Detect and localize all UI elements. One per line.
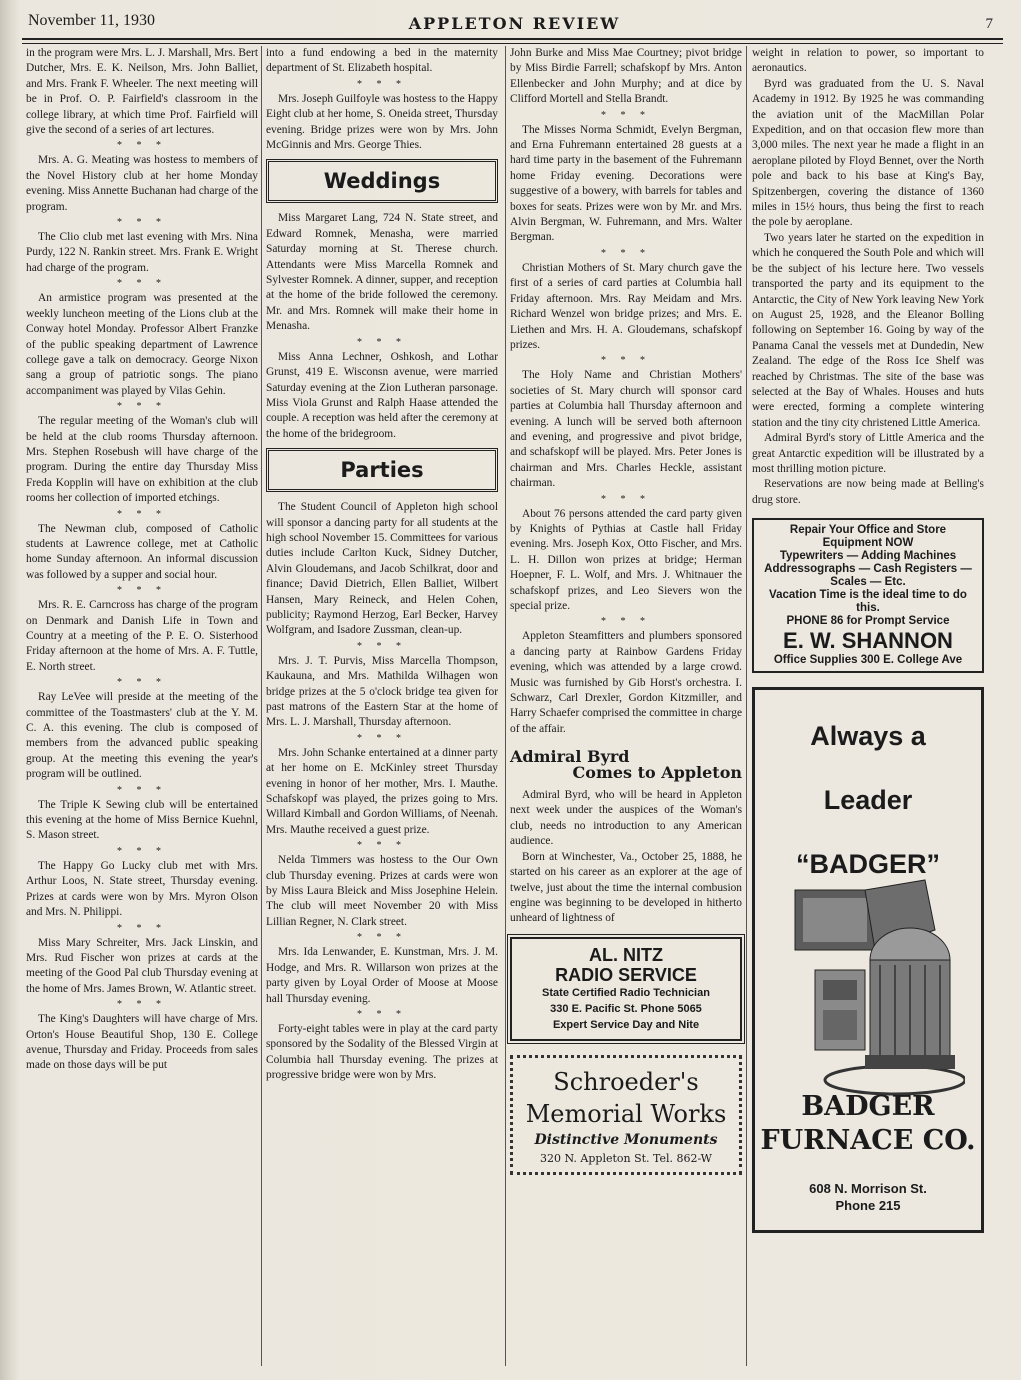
ad-schroeder-tagline: Distinctive Monuments xyxy=(534,1131,718,1148)
ad-shannon-address: Office Supplies 300 E. College Ave xyxy=(773,654,963,667)
separator-stars: * * * xyxy=(357,840,407,852)
ad-badger-company-line: BADGER xyxy=(801,1091,935,1123)
ad-badger-furnace xyxy=(752,687,984,1233)
ad-badger-company xyxy=(755,1090,981,1158)
section-heading-parties: Parties xyxy=(266,448,498,492)
article-paragraph: Mrs. J. T. Purvis, Miss Marcella Thompson, Kaukauna, and Mrs. Mathilda Wilhagen won bridge prizes at the 5 o'clock bridge tea given for past matrons of the Eastern Star at the home of Mrs. L. J. Marshall, Thursday afternoon. xyxy=(266,654,498,729)
ad-shannon-line: Vacation Time is the ideal time to do this. xyxy=(769,589,967,615)
ad-nitz-address: 330 E. Pacific St. Phone 5065 xyxy=(550,1002,702,1015)
separator-stars: * * * xyxy=(117,508,167,520)
article-paragraph: The Misses Norma Schmidt, Evelyn Bergman, and Erna Fuhremann entertained 28 guests at a hard time party in the basement of the Fuhremann home Friday evening. Decorations were suggestive of a bowery, with barrels for tables and boxes for seats. Prizes were won by Mr. and Mrs. Alvin Bergman, W. Fuhremann, and Mrs. Walter Bergman. xyxy=(510,123,742,244)
article-paragraph: Two years later he started on the expedition in which he conquered the South Pole and which will be the subject of his lecture here. Two vessels transported the party and its equipment to the Antarctic, the City of New York leaving New York on August 25, 1928, and the Eleanor Bolling following on September 16. Going by way of the Panama Canal the vessels met at Dundedin, New Zealand. The edge of the Ross Ice Shelf was reached by Christmas. The site of the base was selected at the Bay of Whales. Houses and huts were erected, forming a complete wintering station and the tiny city christened Little America. xyxy=(752,231,984,429)
article-paragraph: Admiral Byrd's story of Little America and the great Antarctic expedition will be illustrated by a most thrilling motion picture. xyxy=(752,432,984,475)
article-paragraph: The Holy Name and Christian Mothers' societies of St. Mary church will sponsor card parties at Columbia hall Thursday afternoon and evening. A lunch will be served both afternoon and evening, and progressive and pivot bridge, and schafskopf will be played. Mrs. Peter Jones is chairman and Mrs. Charles Heckle, assistant chairman. xyxy=(510,369,742,490)
separator-stars: * * * xyxy=(117,999,167,1011)
ad-nitz-name: AL. NITZ xyxy=(589,944,663,965)
separator-stars: * * * xyxy=(117,140,167,152)
ad-badger-company-line: FURNACE CO. xyxy=(760,1125,976,1157)
separator-stars: * * * xyxy=(117,401,167,413)
article-paragraph: The Happy Go Lucky club met with Mrs. Arthur Loos, N. State street, Thursday evening. Prizes at cards were won by Mrs. Myron Olson and Mrs. N. Philippi. xyxy=(26,859,258,919)
separator-stars: * * * xyxy=(357,932,407,944)
ad-shannon-line: Typewriters — Adding Machines xyxy=(779,550,957,563)
article-paragraph: The Clio club met last evening with Mrs. Nina Purdy, 122 N. Rankin street. Mrs. Frank E. Wright had charge of the program. xyxy=(26,231,258,274)
article-paragraph: An armistice program was presented at the weekly luncheon meeting of the Lions club at the Conway hotel Monday. Professor Albert Franzke of the public speaking department of Lawrence college gave a talk on democracy. George Nixon sang a group of patriotic songs. The piano accompaniment was played by Vilas Gehin. xyxy=(26,292,258,397)
column-divider xyxy=(505,46,506,1366)
separator-stars: * * * xyxy=(601,247,651,259)
article-paragraph: Mrs. John Schanke entertained at a dinner party at her home on E. McKinley street Thursday evening in honor of her mother, Mrs. I. Mauthe. Schafskopf was played, the prizes going to Mrs. Willard Kimball and Gordon Williams, of Neenah. Mrs. Mauthe received a guest prize. xyxy=(266,746,498,836)
separator-stars: * * * xyxy=(601,109,651,121)
separator-stars: * * * xyxy=(117,217,167,229)
ad-shannon-phone: PHONE 86 for Prompt Service xyxy=(786,615,950,628)
ad-schroeder-memorial xyxy=(510,1055,742,1175)
article-paragraph: The Triple K Sewing club will be entertained this evening at the home of Miss Bernice Kuehnl, S. Mason street. xyxy=(26,798,258,842)
ad-shannon-line: Addressographs — Cash Registers — Scales — Etc. xyxy=(764,563,972,589)
byrd-headline-line2: Comes to Appleton xyxy=(572,762,742,782)
article-paragraph: Forty-eight tables were in play at the card party sponsored by the Sodality of the Blessed Virgin at Columbia hall Thursday evening. The prizes at progressive bridge were won by Mrs. xyxy=(266,1022,498,1082)
article-paragraph: Mrs. Joseph Guilfoyle was hostess to the Happy Eight club at her home, S. Oneida street, Thursday evening. Bridge prizes were won by Mrs. John McGinnis and Mrs. George Thies. xyxy=(266,92,498,152)
byrd-headline-line1: Admiral Byrd xyxy=(510,747,630,767)
article-paragraph: The King's Daughters will have charge of Mrs. Orton's House Beautiful Shop, 130 E. College avenue, Thursday and Friday. Proceeds from sales made on those days will be put xyxy=(26,1013,258,1072)
section-heading-weddings: Weddings xyxy=(266,159,498,203)
column-divider xyxy=(261,46,262,1366)
column-3 xyxy=(510,46,742,1175)
separator-stars: * * * xyxy=(117,922,167,934)
ad-badger-headline: “BADGER” xyxy=(795,849,940,880)
ad-badger-street: 608 N. Morrison St. xyxy=(809,1181,927,1197)
article-paragraph: Byrd was graduated from the U. S. Naval Academy in 1912. By 1925 he was commanding the aviation unit of the MacMillan Polar Expedition, and on that occasion flew more than 3,000 miles. The next year he made a flight in an aeroplane piloted by Floyd Bennet, over the North pole and back to his base at King's Bay, Spitzenbergen, covering the distance of 1360 miles in 15½ hours, thus being the first to reach the pole by aeroplane. xyxy=(752,77,984,229)
article-paragraph: The Student Council of Appleton high school will sponsor a dancing party for all students at the high school November 15. Committees for various duties include Carlton Kuck, Sidney Dutcher, Alvin Gloudemans, and Jacob Schilkrat, door and finance; David Dietrich, Ellen Balliet, Wilbert Hansen, Mary Reineck, and Helen Cohen, publicity; Raymond Herzog, Earl Becker, Harvey Wolfgram, and Isadore Zussman, clean-up. xyxy=(266,501,498,637)
column-1 xyxy=(26,46,258,1074)
article-paragraph: John Burke and Miss Mae Courtney; pivot bridge by Miss Birdie Farrell; schafskopf by Mrs. Anton Ellenbecker and John Murphy; and at dice by Clifford Mortell and Stella Brandt. xyxy=(510,47,742,106)
article-paragraph: Reservations are now being made at Belling's drug store. xyxy=(752,478,984,506)
article-paragraph: Mrs. Ida Lenwander, E. Kunstman, Mrs. J. M. Hodge, and Mrs. R. Willarson won prizes at the party given by Loyal Order of Moose at Moose hall Thursday evening. xyxy=(266,946,498,1005)
furnace-illustration-icon xyxy=(775,870,965,1100)
column-4 xyxy=(752,46,984,1233)
separator-stars: * * * xyxy=(117,677,167,689)
article-paragraph: in the program were Mrs. L. J. Marshall, Mrs. Bert Dutcher, Mrs. E. K. Neilson, Mrs. John Balliet, and Mrs. Frank F. Wheeler. The next meeting will be in Prof. O. P. Fairfield's classroom in the college library, at which time Prof. Fairfield will give the second of a series of art lectures. xyxy=(26,47,258,137)
header-rule xyxy=(22,38,1003,44)
separator-stars: * * * xyxy=(357,78,407,90)
article-paragraph: Mrs. R. E. Carncross has charge of the program on Denmark and Danish Life in Town and Country at a meeting of the P. E. O. Sisterhood Friday afternoon at the home of Mrs. A. F. Tuttle, E. North street. xyxy=(26,599,258,673)
article-paragraph: Miss Margaret Lang, 724 N. State street, and Edward Romnek, Menasha, were married Saturday morning at St. Therese church. Attendants were Miss Marcella Romnek and Sylvester Romnek. A dinner, supper, and reception at the home of the bride followed the ceremony. Mr. and Mrs. Romnek will make their home in Menasha. xyxy=(266,212,498,333)
separator-stars: * * * xyxy=(357,336,407,348)
separator-stars: * * * xyxy=(357,640,407,652)
ad-nitz-radio xyxy=(510,937,742,1041)
article-paragraph: Appleton Steamfitters and plumbers sponsored a dancing party at Rainbow Gardens Friday evening, which was attended by a large crowd. Music was furnished by Gib Horst's orchestra. I. Schwarz, Carl Drexler, Gordon Kitzmiller, and Harry Schaefer comprised the committee in charge of the affair. xyxy=(510,630,742,735)
page-number: 7 xyxy=(985,16,993,32)
separator-stars: * * * xyxy=(357,1008,407,1020)
article-paragraph: The Newman club, composed of Catholic students at Lawrence college, met at Catholic home Sunday afternoon. An informal discussion was followed by a supper and social hour. xyxy=(26,522,258,581)
ad-nitz-service: RADIO SERVICE xyxy=(555,964,697,985)
article-paragraph: Christian Mothers of St. Mary church gave the first of a series of card parties at Columbia hall Friday afternoon. Mrs. Ray Meidam and Mrs. Richard Wenzel won bridge prizes; and Mrs. E. Liethen and Mrs. H. A. Gloudemans, schafskopf prizes. xyxy=(510,261,742,351)
ad-nitz-line: Expert Service Day and Nite xyxy=(552,1018,700,1031)
ad-shannon-line: Repair Your Office and Store xyxy=(789,524,947,537)
ad-badger-address xyxy=(755,1180,981,1214)
article-paragraph: Mrs. A. G. Meating was hostess to members of the Novel History club at her home Monday evening. Miss Annette Buchanan had charge of the program. xyxy=(26,154,258,213)
article-paragraph: Nelda Timmers was hostess to the Our Own club Thursday evening. Prizes at cards were won by Miss Laura Bleick and Miss Josephine Helein. The club will meet November 20 with Miss Lillian Regner, N. Clark street. xyxy=(266,854,498,928)
ad-schroeder-address: 320 N. Appleton St. Tel. 862-W xyxy=(540,1151,712,1165)
article-paragraph: Miss Mary Schreiter, Mrs. Jack Linskin, and Mrs. Rud Fischer won prizes at cards at the meeting of the Good Pal club Thursday evening at the home of Mrs. James Brown, W. Atlantic street. xyxy=(26,936,258,995)
separator-stars: * * * xyxy=(601,355,651,367)
article-paragraph: Ray LeVee will preside at the meeting of the committee of the Toastmasters' club at the Y. M. C. A. this evening. The club is composed of members from the advanced public speaking group. At the meeting this evening the year's program will be outlined. xyxy=(26,691,258,781)
ad-badger-headline: Leader xyxy=(823,785,913,816)
page-header xyxy=(28,12,1001,36)
separator-stars: * * * xyxy=(601,616,651,628)
ad-schroeder-works: Memorial Works xyxy=(525,1099,727,1128)
publication-title: APPLETON REVIEW xyxy=(408,14,621,33)
column-2 xyxy=(266,46,498,1084)
ad-shannon-line: Equipment NOW xyxy=(822,537,914,550)
article-paragraph: About 76 persons attended the card party given by Knights of Pythias at Castle hall Friday evening. Mrs. Joseph Kox, Otto Fischer, and Mrs. L. H. Dillon won prizes at bridge; Herman Hoepner, F. L. Wolf, and Mrs. J. Whitnauer the schafskopf prizes, and Leo Sievers won the special prize. xyxy=(510,507,742,612)
ad-shannon-name: E. W. SHANNON xyxy=(783,628,953,654)
ad-shannon xyxy=(752,518,984,673)
separator-stars: * * * xyxy=(601,493,651,505)
ad-badger-phone: Phone 215 xyxy=(835,1198,901,1214)
article-paragraph: Born at Winchester, Va., October 25, 1888, he started on his career as an explorer at the age of twelve, just about the time the internal combusion engine was beginning to be developed in hitherto unheard of lightness of xyxy=(510,850,742,925)
separator-stars: * * * xyxy=(117,845,167,857)
ad-badger-headline: Always a xyxy=(810,721,926,752)
separator-stars: * * * xyxy=(357,732,407,744)
ad-nitz-line: State Certified Radio Technician xyxy=(542,986,710,999)
article-paragraph: into a fund endowing a bed in the maternity department of St. Elizabeth hospital. xyxy=(266,47,498,75)
issue-date: November 11, 1930 xyxy=(28,12,155,29)
article-paragraph: Admiral Byrd, who will be heard in Appleton next week under the auspices of the Woman's club, needs no introduction to any American audience. xyxy=(510,789,742,848)
article-paragraph: weight in relation to power, so important to aeronautics. xyxy=(752,47,984,75)
column-divider xyxy=(746,46,747,1366)
separator-stars: * * * xyxy=(117,278,167,290)
separator-stars: * * * xyxy=(117,585,167,597)
article-paragraph: The regular meeting of the Woman's club will be held at the club rooms Thursday afternoon. Mrs. Stephen Rosebush will have charge of the program. During the entire day Thursday Miss Freda Kopplin will have on exhibition at the club rooms her collection of imported etchings. xyxy=(26,415,258,505)
ad-schroeder-name: Schroeder's xyxy=(553,1067,699,1096)
separator-stars: * * * xyxy=(117,784,167,796)
article-paragraph: Miss Anna Lechner, Oshkosh, and Lothar Grunst, 419 E. Wisconsn avenue, were married Saturday evening at the Zion Lutheran parsonage. Miss Viola Grunst and Ralph Haase attended the couple. A reception was held after the ceremony at the home of the bridegroom. xyxy=(266,350,498,440)
